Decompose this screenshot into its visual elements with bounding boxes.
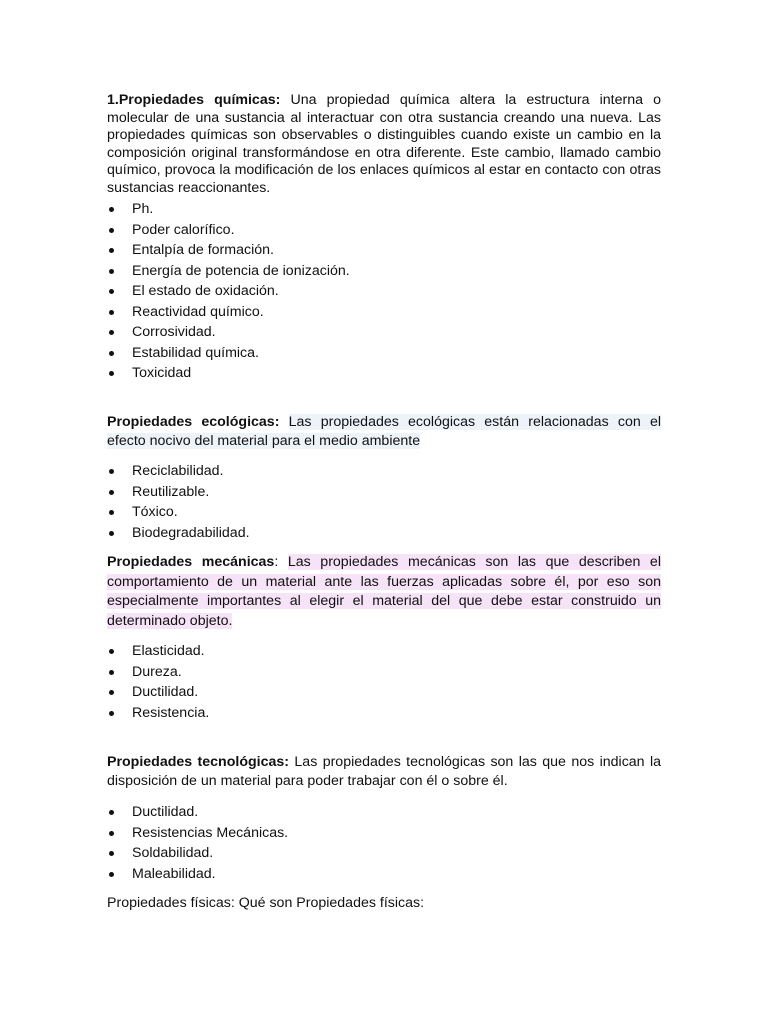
list-item (107, 199, 350, 220)
fisicas-line: Propiedades físicas: Qué son Propiedades físicas: (107, 895, 425, 911)
ecologicas-paragraph (107, 413, 661, 451)
quimicas-paragraph (107, 92, 661, 198)
list-item (107, 864, 288, 885)
list-item (107, 823, 288, 844)
bullet-icon (109, 810, 114, 815)
list-item-label: Resistencias Mecánicas. (132, 824, 289, 841)
bullet-icon (109, 228, 114, 233)
bullet-icon (109, 531, 114, 536)
list-item (107, 261, 350, 282)
list-item (107, 461, 250, 482)
list-item-label: Ductilidad. (132, 804, 199, 820)
bullet-icon (109, 711, 114, 716)
bullet-icon (109, 831, 114, 836)
mecanicas-paragraph (107, 553, 661, 631)
ecologicas-text: Las propiedades ecológicas están relacionadas con el efecto nocivo del material para el medio ambiente (107, 414, 662, 449)
list-item-label: Tóxico. (132, 504, 178, 520)
list-item (107, 703, 209, 724)
mecanicas-text: Las propiedades mecánicas son las que describen el comportamiento de un material ante las fuerzas aplicadas sobre él, por eso son especialmente importantes al elegir el material del que debe estar construido un determinado objeto. (107, 554, 661, 629)
bullet-icon (109, 289, 114, 294)
bullet-icon (109, 371, 114, 376)
list-item-label: Reactividad químico. (132, 303, 264, 320)
bullet-icon (109, 690, 114, 695)
list-item-label: Reciclabilidad. (132, 463, 224, 479)
list-item (107, 363, 350, 384)
list-item (107, 523, 250, 544)
mecanicas-list (107, 641, 209, 723)
bullet-icon (109, 248, 114, 253)
list-item (107, 322, 350, 343)
list-item-label: Dureza. (132, 663, 182, 680)
list-item-label: Elasticidad. (132, 643, 205, 659)
bullet-icon (109, 670, 114, 675)
tecnologicas-text: Las propiedades tecnológicas son las que nos indican la disposición de un material para poder trabajar con él o sobre él. (107, 754, 662, 789)
bullet-icon (109, 469, 114, 474)
list-item (107, 281, 350, 302)
list-item-label: Soldabilidad. (132, 845, 214, 861)
ecologicas-list (107, 461, 250, 543)
list-item (107, 220, 350, 241)
ecologicas-heading: Propiedades ecológicas: (107, 414, 280, 430)
list-item (107, 843, 288, 864)
bullet-icon (109, 351, 114, 356)
list-item-label: Resistencia. (132, 704, 210, 721)
list-item-label: Energía de potencia de ionización. (132, 262, 350, 279)
list-item (107, 802, 288, 823)
list-item (107, 502, 250, 523)
tecnologicas-paragraph (107, 753, 661, 791)
list-item (107, 682, 209, 703)
list-item (107, 240, 350, 261)
list-item (107, 343, 350, 364)
list-item-label: Corrosividad. (132, 324, 216, 340)
bullet-icon (109, 330, 114, 335)
quimicas-text: Una propiedad química altera la estructura interna o molecular de una sustancia al interactuar con otra sustancia creando una nueva. Las propiedades químicas son observables o distinguibles cuando existe un cambio en la composición original transformándose en otra diferente. Este cambio, llamado cambio químico, provoca la modificación de los enlaces químicos al estar en contacto con otras sustancias reaccionantes. (107, 92, 662, 196)
bullet-icon (109, 872, 114, 877)
tecnologicas-list (107, 802, 288, 884)
list-item-label: Entalpía de formación. (132, 242, 274, 258)
list-item-label: Reutilizable. (132, 483, 210, 500)
list-item-label: Ductilidad. (132, 684, 199, 700)
bullet-icon (109, 851, 114, 856)
list-item-label: Toxicidad (132, 365, 192, 381)
list-item-label: El estado de oxidación. (132, 283, 279, 299)
bullet-icon (109, 207, 114, 212)
list-item (107, 662, 209, 683)
bullet-icon (109, 269, 114, 274)
bullet-icon (109, 510, 114, 515)
list-item-label: Ph. (132, 201, 154, 217)
list-item-label: Estabilidad química. (132, 344, 259, 361)
quimicas-heading: 1.Propiedades químicas: (107, 92, 281, 108)
list-item (107, 641, 209, 662)
list-item (107, 482, 250, 503)
list-item-label: Poder calorífico. (132, 221, 235, 238)
bullet-icon (109, 649, 114, 654)
tecnologicas-heading: Propiedades tecnológicas: (107, 754, 290, 770)
mecanicas-heading: Propiedades mecánicas (107, 554, 275, 570)
mecanicas-sep: : (274, 554, 288, 570)
bullet-icon (109, 310, 114, 315)
list-item (107, 302, 350, 323)
bullet-icon (109, 490, 114, 495)
list-item-label: Maleabilidad. (132, 865, 216, 882)
list-item-label: Biodegradabilidad. (132, 524, 250, 541)
quimicas-list (107, 199, 350, 384)
